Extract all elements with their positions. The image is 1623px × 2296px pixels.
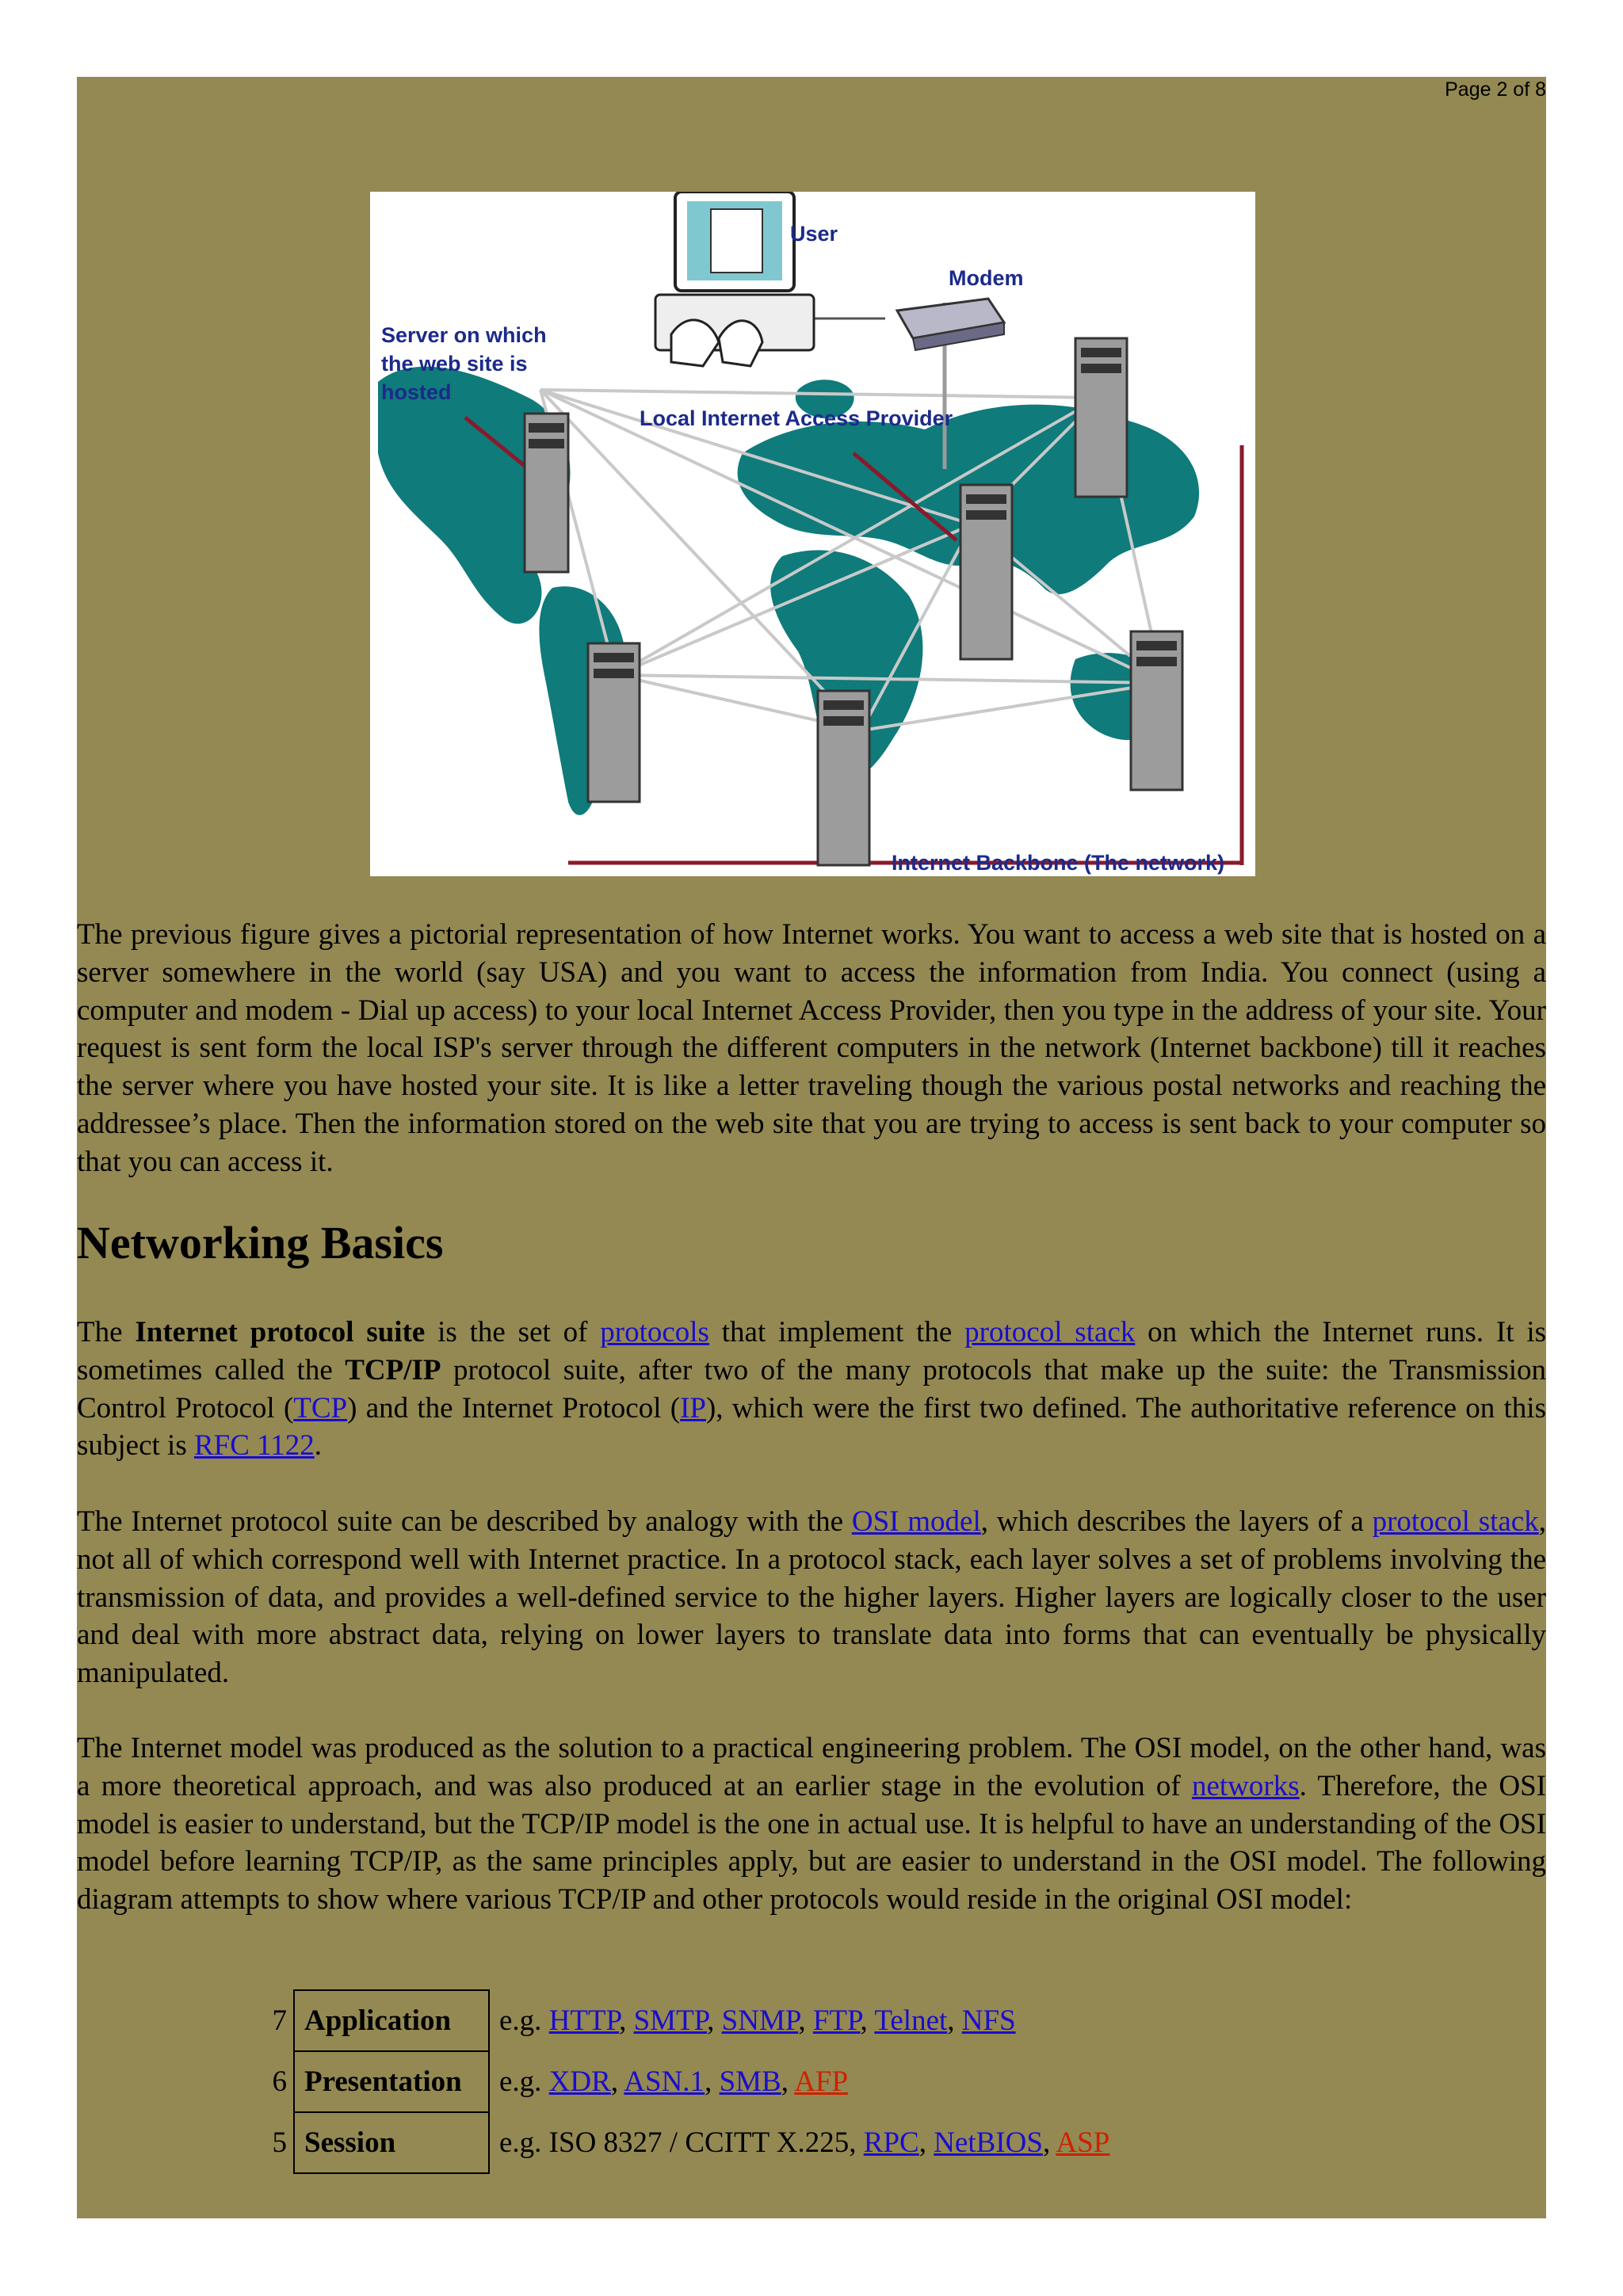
osi-layer-name: Application <box>294 1990 489 2051</box>
paragraph-how-internet-works: The previous figure gives a pictorial representation of how Internet works. You want to access a web site that is hosted on a server somewhere in the world (say USA) and you want to access the information from India. You connect (using a computer and modem - Dial up access) to your local Internet Access Provider, then you type in the address of your site. Your request is sent form the local ISP's server through the different computers in the network (Internet backbone) till it reaches the server where you have hosted your site. It is like a letter traveling though the various postal networks and reaching the addressee’s place. Then the information stored on the web site that you are trying to access is sent back to your computer so that you can access it. <box>77 918 1546 1178</box>
link-rfc-1122[interactable]: RFC 1122 <box>193 1429 315 1463</box>
label-backbone: Internet Backbone (The network) <box>892 851 1225 875</box>
link-protocol-asp[interactable]: ASP <box>1056 2126 1110 2159</box>
link-protocol-afp[interactable]: AFP <box>794 2065 849 2098</box>
osi-layer-number: 7 <box>272 2004 287 2037</box>
osi-protocols-prefix: e.g. ISO 8327 / CCITT X.225, <box>499 2126 864 2159</box>
osi-layer-protocols: e.g. HTTP, SMTP, SNMP, FTP, Telnet, NFS <box>499 2004 1016 2037</box>
internet-diagram-svg <box>370 192 1255 876</box>
link-protocol-rpc[interactable]: RPC <box>863 2126 919 2159</box>
link-protocol-ftp[interactable]: FTP <box>812 2004 861 2037</box>
link-protocols[interactable]: protocols <box>600 1316 709 1348</box>
modem-icon <box>897 299 1004 350</box>
osi-row <box>255 2051 1109 2112</box>
osi-layer-name: Session <box>294 2112 489 2173</box>
bold-tcp-ip: TCP/IP <box>345 1353 441 1386</box>
osi-row <box>255 1990 1109 2051</box>
link-tcp[interactable]: TCP <box>293 1391 348 1425</box>
osi-protocols-prefix: e.g. <box>499 2065 549 2098</box>
label-server-3: hosted <box>381 380 452 404</box>
internet-diagram-figure <box>370 192 1255 876</box>
link-protocol-stack-2[interactable]: protocol stack <box>1372 1505 1539 1538</box>
document-page <box>77 77 1546 2218</box>
label-server-1: Server on which <box>381 323 547 347</box>
link-protocol-http[interactable]: HTTP <box>548 2004 620 2037</box>
bold-internet-protocol-suite: Internet protocol suite <box>135 1316 426 1348</box>
osi-model-table <box>255 1989 1109 2174</box>
link-protocol-stack[interactable]: protocol stack <box>964 1316 1136 1348</box>
label-provider: Local Internet Access Provider <box>640 406 953 430</box>
osi-layer-name: Presentation <box>294 2051 489 2112</box>
link-protocol-xdr[interactable]: XDR <box>548 2065 611 2098</box>
link-networks[interactable]: networks <box>1191 1769 1300 1802</box>
link-ip[interactable]: IP <box>680 1391 706 1425</box>
osi-layer-number: 5 <box>272 2126 287 2159</box>
link-protocol-telnet[interactable]: Telnet <box>874 2004 948 2037</box>
link-protocol-smtp[interactable]: SMTP <box>633 2004 708 2037</box>
paragraph-internet-model: The Internet model was produced as the solution to a practical engineering problem. The OSI model, on the other hand, was a more theoretical approach, and was also produced at an earlier stage in the evolution of networks. Therefore, the OSI model is easier to understand, but the TCP/IP model is the one in actual use. It is helpful to have an understanding of the OSI model before learning TCP/IP, as the same principles apply, but are easier to understand in the OSI model. The following diagram attempts to show where various TCP/IP and other protocols would reside in the original OSI model: <box>77 1732 1546 1917</box>
osi-protocols-prefix: e.g. <box>499 2004 549 2037</box>
label-modem: Modem <box>949 266 1024 290</box>
link-osi-model[interactable]: OSI model <box>851 1505 981 1538</box>
link-protocol-smb[interactable]: SMB <box>719 2065 781 2098</box>
osi-layer-number: 6 <box>272 2065 287 2098</box>
paragraph-protocol-suite: The Internet protocol suite is the set of protocols that implement the protocol stack on which the Internet runs. It is sometimes called the TCP/IP protocol suite, after two of the many protocols that make up the suite: the Transmission Control Protocol (TCP) and the Internet Protocol (IP), which were the first two defined. The authoritative reference on this subject is RFC 1122. <box>77 1316 1547 1463</box>
link-protocol-asn-1[interactable]: ASN.1 <box>624 2065 705 2098</box>
paragraph-osi-analogy: The Internet protocol suite can be described by analogy with the OSI model, which describes the layers of a protocol stack, not all of which correspond well with Internet practice. In a protocol stack, each layer solves a set of problems involving the transmission of data, and provides a well-defined service to the higher layers. Higher layers are logically closer to the user and deal with more abstract data, relying on lower layers to translate data into forms that can eventually be physically manipulated. <box>77 1505 1546 1690</box>
osi-layer-protocols: e.g. ISO 8327 / CCITT X.225, RPC, NetBIOS, ASP <box>499 2126 1110 2159</box>
user-computer-icon <box>655 192 814 366</box>
label-server-2: the web site is <box>381 352 528 376</box>
osi-layer-protocols: e.g. XDR, ASN.1, SMB, AFP <box>499 2065 849 2098</box>
osi-row <box>255 2112 1109 2173</box>
section-heading: Networking Basics <box>77 1217 444 1268</box>
link-protocol-snmp[interactable]: SNMP <box>721 2004 799 2037</box>
page-number: Page 2 of 8 <box>1445 78 1546 101</box>
link-protocol-netbios[interactable]: NetBIOS <box>934 2126 1043 2159</box>
label-user: User <box>790 222 838 246</box>
link-protocol-nfs[interactable]: NFS <box>961 2004 1016 2037</box>
